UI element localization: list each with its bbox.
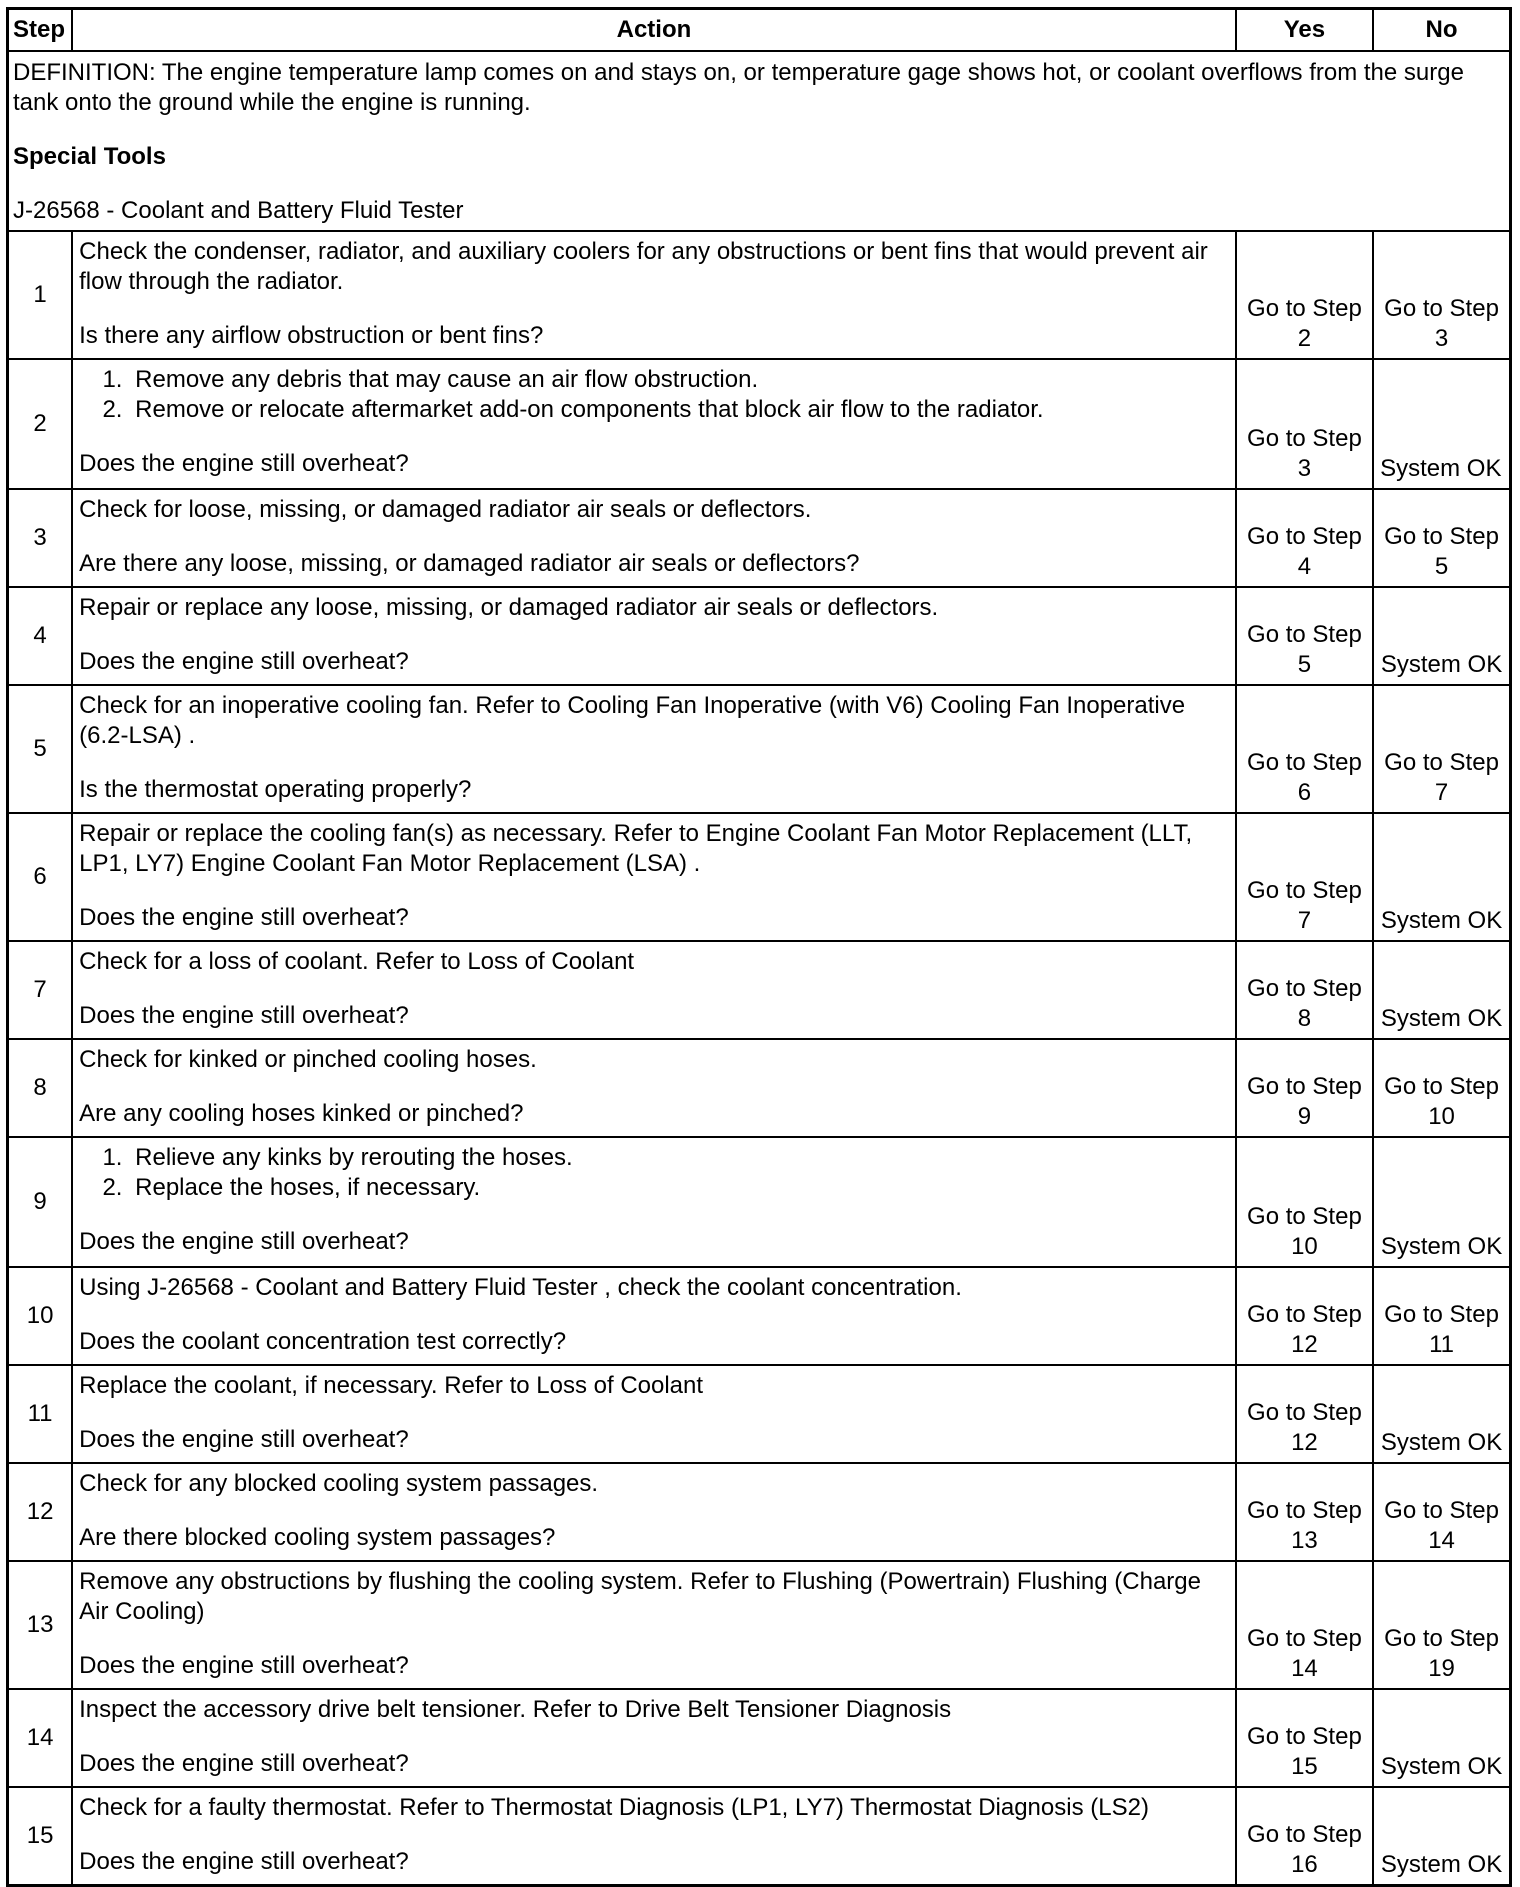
step-action xyxy=(72,489,1236,587)
step-row xyxy=(8,1689,1511,1787)
step-action xyxy=(72,1561,1236,1689)
action-text: Repair or replace any loose, missing, or damaged radiator air seals or deflectors. xyxy=(79,594,939,621)
action-question: Does the engine still overheat? xyxy=(79,1848,409,1875)
yes-result: Go to Step 9 xyxy=(1236,1039,1373,1137)
action-text: Check for an inoperative cooling fan. Refer to Cooling Fan Inoperative (with V6) Cooling Fan Inoperative (6.2-LSA) . xyxy=(79,692,1186,749)
action-list-item: 2. Remove or relocate aftermarket add-on components that block air flow to the radiator. xyxy=(129,395,1229,425)
no-result: System OK xyxy=(1373,1137,1510,1267)
step-number: 5 xyxy=(8,685,73,813)
step-action xyxy=(72,813,1236,941)
diagnostic-table xyxy=(6,7,1512,1887)
step-action xyxy=(72,941,1236,1039)
step-number: 15 xyxy=(8,1787,73,1885)
step-action xyxy=(72,231,1236,359)
step-action xyxy=(72,1039,1236,1137)
step-action xyxy=(72,587,1236,685)
step-number: 7 xyxy=(8,941,73,1039)
yes-result: Go to Step 12 xyxy=(1236,1365,1373,1463)
step-row xyxy=(8,941,1511,1039)
action-question: Are there blocked cooling system passages? xyxy=(79,1524,556,1551)
action-text: Check for a loss of coolant. Refer to Loss of Coolant xyxy=(79,948,635,975)
yes-result: Go to Step 8 xyxy=(1236,941,1373,1039)
action-list xyxy=(79,1143,1229,1203)
yes-result: Go to Step 3 xyxy=(1236,359,1373,489)
step-row xyxy=(8,587,1511,685)
no-result: Go to Step 14 xyxy=(1373,1463,1510,1561)
step-number: 8 xyxy=(8,1039,73,1137)
step-number: 10 xyxy=(8,1267,73,1365)
no-result: Go to Step 10 xyxy=(1373,1039,1510,1137)
yes-result: Go to Step 15 xyxy=(1236,1689,1373,1787)
action-question: Does the engine still overheat? xyxy=(79,1750,409,1777)
action-question: Does the engine still overheat? xyxy=(79,1228,409,1255)
no-result: System OK xyxy=(1373,1787,1510,1885)
step-number: 4 xyxy=(8,587,73,685)
definition-row xyxy=(8,51,1511,231)
step-action xyxy=(72,1365,1236,1463)
action-question: Are any cooling hoses kinked or pinched? xyxy=(79,1100,524,1127)
no-result: Go to Step 19 xyxy=(1373,1561,1510,1689)
action-list-item: 1. Remove any debris that may cause an air flow obstruction. xyxy=(129,365,1229,395)
step-column-header: Step xyxy=(8,9,73,52)
step-number: 13 xyxy=(8,1561,73,1689)
no-result: Go to Step 11 xyxy=(1373,1267,1510,1365)
yes-result: Go to Step 10 xyxy=(1236,1137,1373,1267)
yes-result: Go to Step 12 xyxy=(1236,1267,1373,1365)
action-text: Inspect the accessory drive belt tensioner. Refer to Drive Belt Tensioner Diagnosis xyxy=(79,1696,952,1723)
action-question: Is the thermostat operating properly? xyxy=(79,776,472,803)
action-list-item: 1. Relieve any kinks by rerouting the hoses. xyxy=(129,1143,1229,1173)
no-result: Go to Step 5 xyxy=(1373,489,1510,587)
action-question: Does the engine still overheat? xyxy=(79,904,409,931)
action-text: Repair or replace the cooling fan(s) as necessary. Refer to Engine Coolant Fan Motor Replacement (LLT, LP1, LY7) Engine Coolant Fan Motor Replacement (LSA) . xyxy=(79,820,1193,877)
step-row xyxy=(8,1463,1511,1561)
no-result: System OK xyxy=(1373,359,1510,489)
action-question: Is there any airflow obstruction or bent fins? xyxy=(79,322,544,349)
step-number: 12 xyxy=(8,1463,73,1561)
action-question: Does the engine still overheat? xyxy=(79,1002,409,1029)
action-list xyxy=(79,365,1229,425)
action-question: Does the engine still overheat? xyxy=(79,1426,409,1453)
no-result: System OK xyxy=(1373,1365,1510,1463)
action-question: Does the engine still overheat? xyxy=(79,450,409,477)
yes-result: Go to Step 5 xyxy=(1236,587,1373,685)
no-result: Go to Step 3 xyxy=(1373,231,1510,359)
action-question: Does the engine still overheat? xyxy=(79,1652,409,1679)
yes-result: Go to Step 14 xyxy=(1236,1561,1373,1689)
step-action xyxy=(72,1689,1236,1787)
yes-result: Go to Step 7 xyxy=(1236,813,1373,941)
yes-result: Go to Step 4 xyxy=(1236,489,1373,587)
step-action xyxy=(72,359,1236,489)
step-action xyxy=(72,1787,1236,1885)
no-result: Go to Step 7 xyxy=(1373,685,1510,813)
definition-cell xyxy=(8,51,1511,231)
step-number: 3 xyxy=(8,489,73,587)
action-text: Check the condenser, radiator, and auxiliary coolers for any obstructions or bent fins that would prevent air flow through the radiator. xyxy=(79,238,1208,295)
action-text: Check for loose, missing, or damaged radiator air seals or deflectors. xyxy=(79,496,812,523)
step-number: 9 xyxy=(8,1137,73,1267)
step-row xyxy=(8,489,1511,587)
header-row xyxy=(8,9,1511,52)
yes-result: Go to Step 13 xyxy=(1236,1463,1373,1561)
step-number: 11 xyxy=(8,1365,73,1463)
step-row xyxy=(8,685,1511,813)
yes-result: Go to Step 16 xyxy=(1236,1787,1373,1885)
action-text: Using J-26568 - Coolant and Battery Fluid Tester , check the coolant concentration. xyxy=(79,1274,962,1301)
diagnostic-page xyxy=(6,7,1512,1887)
step-action xyxy=(72,1267,1236,1365)
step-action xyxy=(72,1463,1236,1561)
step-row xyxy=(8,1137,1511,1267)
action-question: Are there any loose, missing, or damaged radiator air seals or deflectors? xyxy=(79,550,860,577)
no-column-header: No xyxy=(1373,9,1510,52)
step-row xyxy=(8,231,1511,359)
step-row xyxy=(8,1787,1511,1885)
no-result: System OK xyxy=(1373,941,1510,1039)
action-text: Replace the coolant, if necessary. Refer to Loss of Coolant xyxy=(79,1372,704,1399)
step-row xyxy=(8,1561,1511,1689)
step-number: 14 xyxy=(8,1689,73,1787)
action-column-header: Action xyxy=(72,9,1236,52)
action-list-item: 2. Replace the hoses, if necessary. xyxy=(129,1173,1229,1203)
action-question: Does the coolant concentration test correctly? xyxy=(79,1328,567,1355)
action-text: Check for a faulty thermostat. Refer to Thermostat Diagnosis (LP1, LY7) Thermostat Diagnosis (LS2) xyxy=(79,1794,1149,1821)
yes-result: Go to Step 6 xyxy=(1236,685,1373,813)
action-question: Does the engine still overheat? xyxy=(79,648,409,675)
step-row xyxy=(8,359,1511,489)
step-row xyxy=(8,1267,1511,1365)
special-tool-item: J-26568 - Coolant and Battery Fluid Tester xyxy=(13,197,464,224)
yes-column-header: Yes xyxy=(1236,9,1373,52)
step-row xyxy=(8,1365,1511,1463)
no-result: System OK xyxy=(1373,1689,1510,1787)
special-tools-heading: Special Tools xyxy=(13,143,166,170)
step-number: 1 xyxy=(8,231,73,359)
step-action xyxy=(72,685,1236,813)
action-text: Check for kinked or pinched cooling hoses. xyxy=(79,1046,537,1073)
action-text: Remove any obstructions by flushing the cooling system. Refer to Flushing (Powertrain) Flushing (Charge Air Cooling) xyxy=(79,1568,1201,1625)
step-row xyxy=(8,1039,1511,1137)
step-action xyxy=(72,1137,1236,1267)
step-number: 6 xyxy=(8,813,73,941)
yes-result: Go to Step 2 xyxy=(1236,231,1373,359)
no-result: System OK xyxy=(1373,813,1510,941)
definition-text: DEFINITION: The engine temperature lamp comes on and stays on, or temperature gage shows hot, or coolant overflows from the surge tank onto the ground while the engine is running. xyxy=(13,59,1464,116)
action-text: Check for any blocked cooling system passages. xyxy=(79,1470,599,1497)
step-number: 2 xyxy=(8,359,73,489)
no-result: System OK xyxy=(1373,587,1510,685)
step-row xyxy=(8,813,1511,941)
